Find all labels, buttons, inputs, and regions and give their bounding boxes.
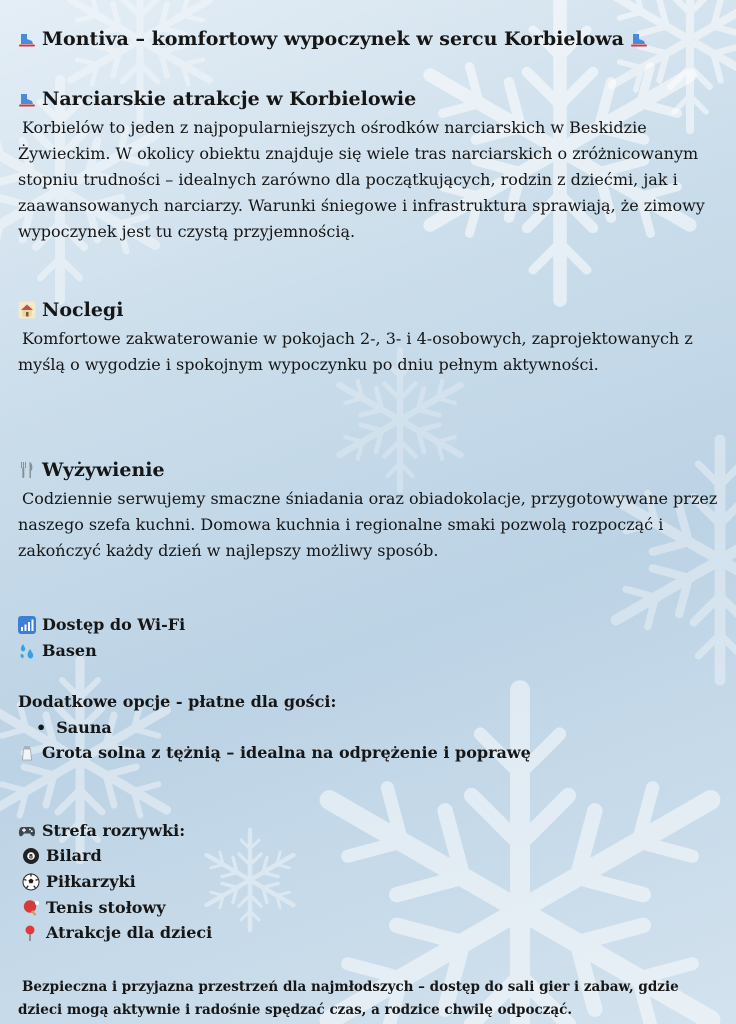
food-heading-row [18, 459, 165, 481]
soccer-ball-icon [22, 873, 40, 891]
ski-section-text: Korbielów to jeden z najpopularniejszych ośrodków narciarskich w Beskidzie Żywieckim. W okolicy obiektu znajduje się wiele tras narciarskich o zróżnicowanym stopniu trudności – idealnych zarówno dla początkujących, rodzin z dziećmi, jak i zaawansowanych narciarzy. Warunki śniegowe i infrastruktura sprawiają, że zimowy wypoczynek jest tu czystą przyjemnością. [18, 118, 705, 241]
entertainment-kids: Atrakcje dla dzieci [46, 923, 213, 942]
entertainment-table-tennis: Tenis stołowy [46, 898, 166, 917]
ski-boot-icon [630, 30, 648, 48]
gamepad-icon [18, 822, 36, 840]
bullet-point: • [36, 718, 47, 737]
signal-bars-icon [18, 616, 36, 634]
paid-options-heading: Dodatkowe opcje - płatne dla gości: [18, 692, 337, 711]
entertainment-foosball-row [22, 872, 136, 891]
page-title-row [18, 28, 648, 50]
entertainment-foosball: Piłkarzyki [46, 872, 136, 891]
pushpin-icon [22, 924, 40, 942]
entertainment-billiards: Bilard [46, 846, 102, 865]
accommodation-text: Komfortowe zakwaterowanie w pokojach 2-, 3- i 4-osobowych, zaprojektowanych z myślą o wygodzie i spokojnym wypoczynku po dniu pełnym aktywności. [18, 329, 693, 374]
paid-option-salt-cave-row [18, 743, 531, 762]
entertainment-heading: Strefa rozrywki: [42, 821, 186, 840]
amenity-wifi: Dostęp do Wi-Fi [42, 615, 186, 634]
entertainment-table-tennis-row [22, 898, 166, 917]
footer-text: Bezpieczna i przyjazna przestrzeń dla najmłodszych – dostęp do sali gier i zabaw, gdzie dzieci mogą aktywnie i radośnie spędzać czas, a rodzice chwilę odpocząć. [18, 979, 679, 1018]
accommodation-heading: Noclegi [42, 299, 124, 321]
ping-pong-icon [22, 899, 40, 917]
amenity-wifi-row [18, 615, 185, 634]
ski-boot-icon [18, 90, 36, 108]
entertainment-heading-row [18, 821, 185, 840]
paid-option-sauna-row [36, 718, 112, 737]
ski-section-heading-row [18, 88, 416, 110]
amenity-pool: Basen [42, 641, 97, 660]
entertainment-billiards-row [22, 846, 102, 865]
ski-section-heading: Narciarskie atrakcje w Korbielowie [42, 88, 417, 110]
paid-option-salt-cave: Grota solna z tężnią – idealna na odprężenie i poprawę [42, 743, 531, 762]
salt-shaker-icon [18, 744, 36, 762]
ski-boot-icon [18, 30, 36, 48]
page-title: Montiva – komfortowy wypoczynek w sercu Korbielowa [42, 28, 624, 50]
food-text: Codziennie serwujemy smaczne śniadania oraz obiadokolacje, przygotowywane przez naszego szefa kuchni. Domowa kuchnia i regionalne smaki pozwolą rozpocząć i zakończyć każdy dzień w najlepszy możliwy sposób. [18, 489, 718, 560]
droplets-icon [18, 642, 36, 660]
amenity-pool-row [18, 641, 97, 660]
food-heading: Wyżywienie [42, 459, 165, 481]
fork-knife-icon [18, 461, 36, 479]
billiard-ball-icon [22, 847, 40, 865]
accommodation-heading-row [18, 299, 123, 321]
paid-option-sauna: Sauna [56, 718, 112, 737]
entertainment-kids-row [22, 923, 212, 942]
house-icon [18, 301, 36, 319]
svg-text:8: 8 [28, 853, 34, 860]
